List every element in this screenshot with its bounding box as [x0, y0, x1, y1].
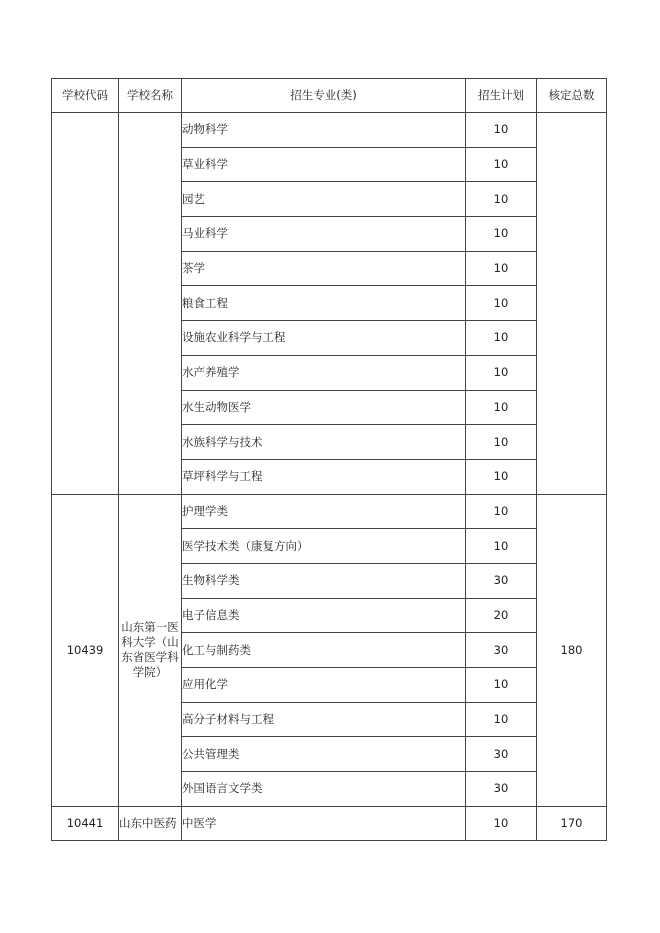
total-cell: [537, 113, 607, 495]
total-cell: 180: [537, 494, 607, 806]
school-name-cell: 山东中医药: [119, 806, 182, 840]
plan-cell: 10: [466, 321, 537, 356]
major-cell: 动物科学: [182, 113, 466, 148]
major-cell: 马业科学: [182, 217, 466, 252]
plan-cell: 10: [466, 702, 537, 737]
school-name-cell: 山东第一医科大学（山东省医学科学院）: [119, 494, 182, 806]
plan-cell: 10: [466, 390, 537, 425]
plan-cell: 10: [466, 668, 537, 703]
table-row: [52, 113, 607, 148]
major-cell: 草坪科学与工程: [182, 459, 466, 494]
plan-cell: 10: [466, 147, 537, 182]
plan-cell: 20: [466, 598, 537, 633]
plan-cell: 10: [466, 806, 537, 840]
major-cell: 外国语言文学类: [182, 772, 466, 807]
major-cell: 中医学: [182, 806, 466, 840]
plan-cell: 10: [466, 459, 537, 494]
major-cell: 高分子材料与工程: [182, 702, 466, 737]
header-total: 核定总数: [537, 79, 607, 113]
table-header-row: [52, 79, 607, 113]
plan-cell: 30: [466, 737, 537, 772]
header-school-code: 学校代码: [52, 79, 119, 113]
school-code-cell: 10439: [52, 494, 119, 806]
header-plan: 招生计划: [466, 79, 537, 113]
total-cell: 170: [537, 806, 607, 840]
major-cell: 水产养殖学: [182, 355, 466, 390]
table-row: [52, 494, 607, 529]
school-code-cell: [52, 113, 119, 495]
major-cell: 生物科学类: [182, 563, 466, 598]
major-cell: 园艺: [182, 182, 466, 217]
school-code-cell: 10441: [52, 806, 119, 840]
plan-cell: 30: [466, 772, 537, 807]
plan-cell: 30: [466, 633, 537, 668]
plan-cell: 10: [466, 355, 537, 390]
plan-cell: 10: [466, 286, 537, 321]
school-name-cell: [119, 113, 182, 495]
major-cell: 水族科学与技术: [182, 425, 466, 460]
major-cell: 水生动物医学: [182, 390, 466, 425]
plan-cell: 10: [466, 425, 537, 460]
major-cell: 草业科学: [182, 147, 466, 182]
enrollment-plan-table: [51, 78, 607, 841]
major-cell: 粮食工程: [182, 286, 466, 321]
plan-cell: 10: [466, 494, 537, 529]
major-cell: 化工与制药类: [182, 633, 466, 668]
major-cell: 设施农业科学与工程: [182, 321, 466, 356]
plan-cell: 10: [466, 113, 537, 148]
table-row: [52, 806, 607, 840]
plan-cell: 10: [466, 251, 537, 286]
plan-cell: 10: [466, 217, 537, 252]
plan-cell: 30: [466, 563, 537, 598]
plan-cell: 10: [466, 529, 537, 564]
major-cell: 茶学: [182, 251, 466, 286]
header-major: 招生专业(类): [182, 79, 466, 113]
major-cell: 应用化学: [182, 668, 466, 703]
header-school-name: 学校名称: [119, 79, 182, 113]
plan-cell: 10: [466, 182, 537, 217]
major-cell: 医学技术类（康复方向）: [182, 529, 466, 564]
major-cell: 电子信息类: [182, 598, 466, 633]
major-cell: 护理学类: [182, 494, 466, 529]
major-cell: 公共管理类: [182, 737, 466, 772]
